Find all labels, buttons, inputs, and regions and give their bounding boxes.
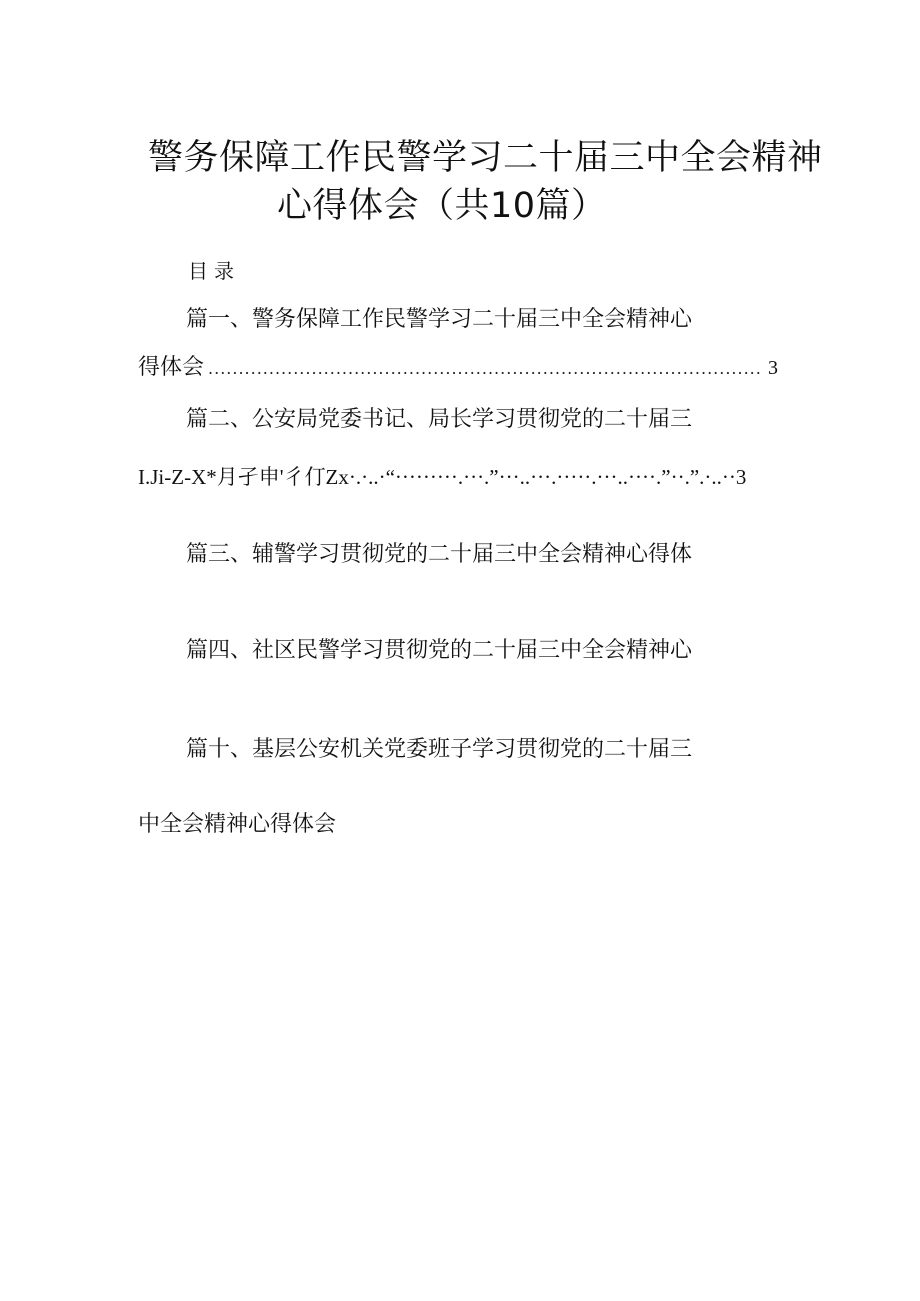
toc-entry-1-text: 得体会 — [138, 355, 205, 380]
toc-entry-1-line-2[interactable] — [138, 353, 778, 384]
toc-entry-1-dot-leader: ........................................................................................... — [208, 359, 762, 378]
document-title-line-1: 警务保障工作民警学习二十届三中全会精神 — [148, 138, 823, 178]
toc-entry-10-line-1[interactable]: 篇十、基层公安机关党委班子学习贯彻党的二十届三 — [186, 737, 693, 762]
toc-entry-1-page-number: 3 — [768, 357, 778, 379]
document-title-line-2: 心得体会（共10篇） — [277, 186, 607, 226]
toc-heading: 目录 — [188, 259, 240, 283]
toc-entry-2-line-2[interactable]: I.Ji-Z-X*月孑申'彳仃Zx·.·..·“·········.···.”···..···.·····.···..····.”··.”.·..··3 — [138, 465, 747, 489]
toc-entry-2-line-1[interactable]: 篇二、公安局党委书记、局长学习贯彻党的二十届三 — [186, 407, 693, 432]
toc-entry-3-line-1[interactable]: 篇三、辅警学习贯彻党的二十届三中全会精神心得体 — [186, 542, 693, 567]
toc-entry-4-line-1[interactable]: 篇四、社区民警学习贯彻党的二十届三中全会精神心 — [186, 638, 693, 663]
toc-entry-10-line-2[interactable]: 中全会精神心得体会 — [138, 812, 337, 837]
toc-entry-1-line-1[interactable]: 篇一、警务保障工作民警学习二十届三中全会精神心 — [186, 307, 693, 332]
